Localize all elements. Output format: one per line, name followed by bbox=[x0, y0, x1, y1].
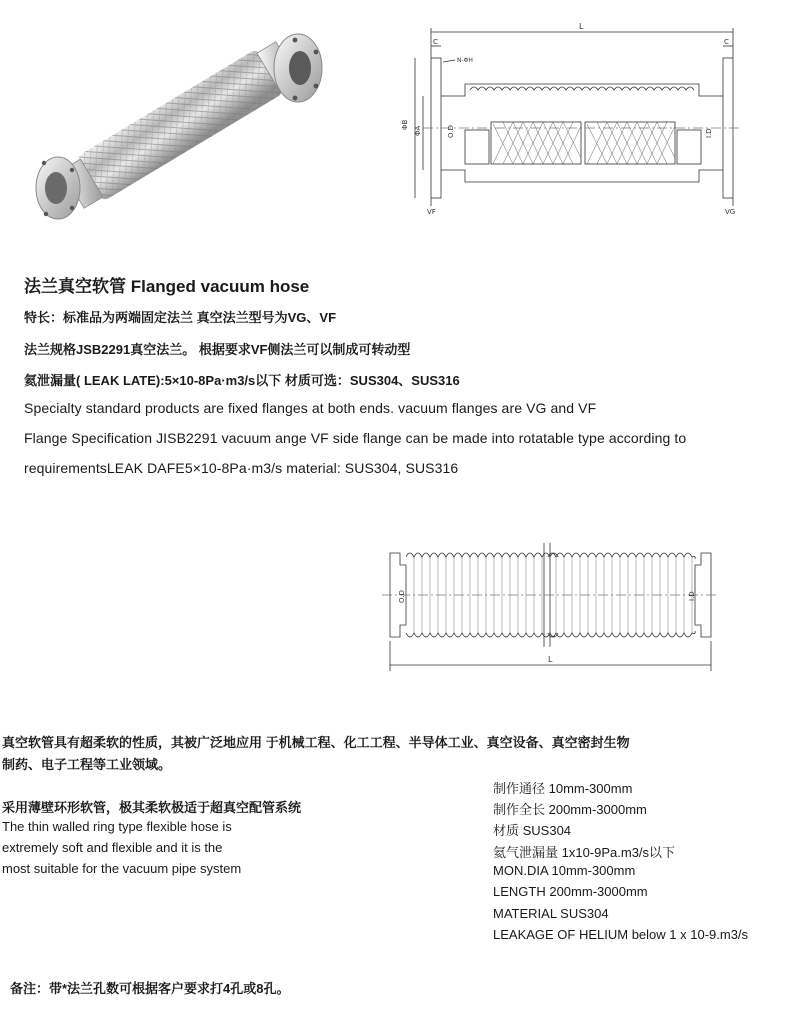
right-line-2: 制作全长 200mm-3000mm bbox=[493, 802, 647, 817]
label-VG: VG bbox=[725, 208, 736, 216]
footnote: 备注：带*法兰孔数可根据客户要求打4孔或8孔。 bbox=[10, 981, 290, 996]
spec-line-3: 氦泄漏量( LEAK LATE):5×10-8Pa·m3/s以下 材质可选：SUS304、SUS316 bbox=[24, 373, 460, 388]
right-line-8: LEAKAGE OF HELIUM below 1 x 10-9.m3/s bbox=[493, 927, 749, 942]
dim-ID-bottom: I.D bbox=[688, 591, 696, 601]
spec-line-1: 特长：标准品为两端固定法兰 真空法兰型号为VG、VF bbox=[24, 310, 337, 325]
left-line-4: most suitable for the vacuum pipe system bbox=[2, 861, 242, 876]
dim-ID-top: I.D bbox=[705, 128, 713, 138]
right-line-4: 氦气泄漏量 1x10-9Pa.m3/s以下 bbox=[493, 845, 676, 860]
left-line-1: 采用薄壁环形软管，极其柔软极适于超真空配管系统 bbox=[2, 800, 302, 815]
right-line-7: MATERIAL SUS304 bbox=[493, 906, 609, 921]
left-line-2: The thin walled ring type flexible hose is bbox=[2, 819, 232, 834]
dim-L-bottom: L bbox=[548, 655, 553, 664]
dim-B: ΦB bbox=[401, 119, 409, 130]
page-title: 法兰真空软管 Flanged vacuum hose bbox=[24, 277, 310, 296]
right-line-6: LENGTH 200mm-3000mm bbox=[493, 884, 648, 899]
intro-line-1: 真空软管具有超柔软的性质，其被广泛地应用 于机械工程、化工工程、半导体工业、真空设备、真空密封生物 bbox=[2, 735, 630, 750]
dim-N-holes: N-ΦH bbox=[457, 57, 473, 64]
right-line-3: 材质 SUS304 bbox=[493, 823, 572, 838]
dim-A: ΦA bbox=[414, 125, 422, 136]
english-line-3: requirementsLEAK DAFE5×10-8Pa·m3/s material: SUS304, SUS316 bbox=[24, 460, 459, 476]
dim-L-top: L bbox=[579, 22, 584, 31]
product-photo bbox=[30, 30, 330, 220]
label-VF: VF bbox=[427, 208, 436, 216]
intro-line-2: 制药、电子工程等工业领域。 bbox=[2, 757, 172, 772]
dim-OD-bottom: O.D bbox=[398, 590, 406, 603]
right-line-1: 制作通径 10mm-300mm bbox=[493, 781, 633, 796]
left-line-3: extremely soft and flexible and it is the bbox=[2, 840, 223, 855]
english-line-2: Flange Specification JISB2291 vacuum ange VF side flange can be made into rotatable type according to bbox=[24, 430, 687, 446]
spec-line-2: 法兰规格JSB2291真空法兰。 根据要求VF侧法兰可以制成可转动型 bbox=[24, 342, 411, 357]
top-technical-drawing bbox=[395, 18, 770, 218]
dim-C-left: C bbox=[433, 38, 438, 46]
dim-C-right: C bbox=[724, 38, 729, 46]
right-line-5: MON.DIA 10mm-300mm bbox=[493, 863, 636, 878]
english-line-1: Specialty standard products are fixed flanges at both ends. vacuum flanges are VG and VF bbox=[24, 400, 597, 416]
dim-OD-top: O.D bbox=[447, 125, 455, 138]
bottom-technical-drawing bbox=[378, 535, 723, 680]
